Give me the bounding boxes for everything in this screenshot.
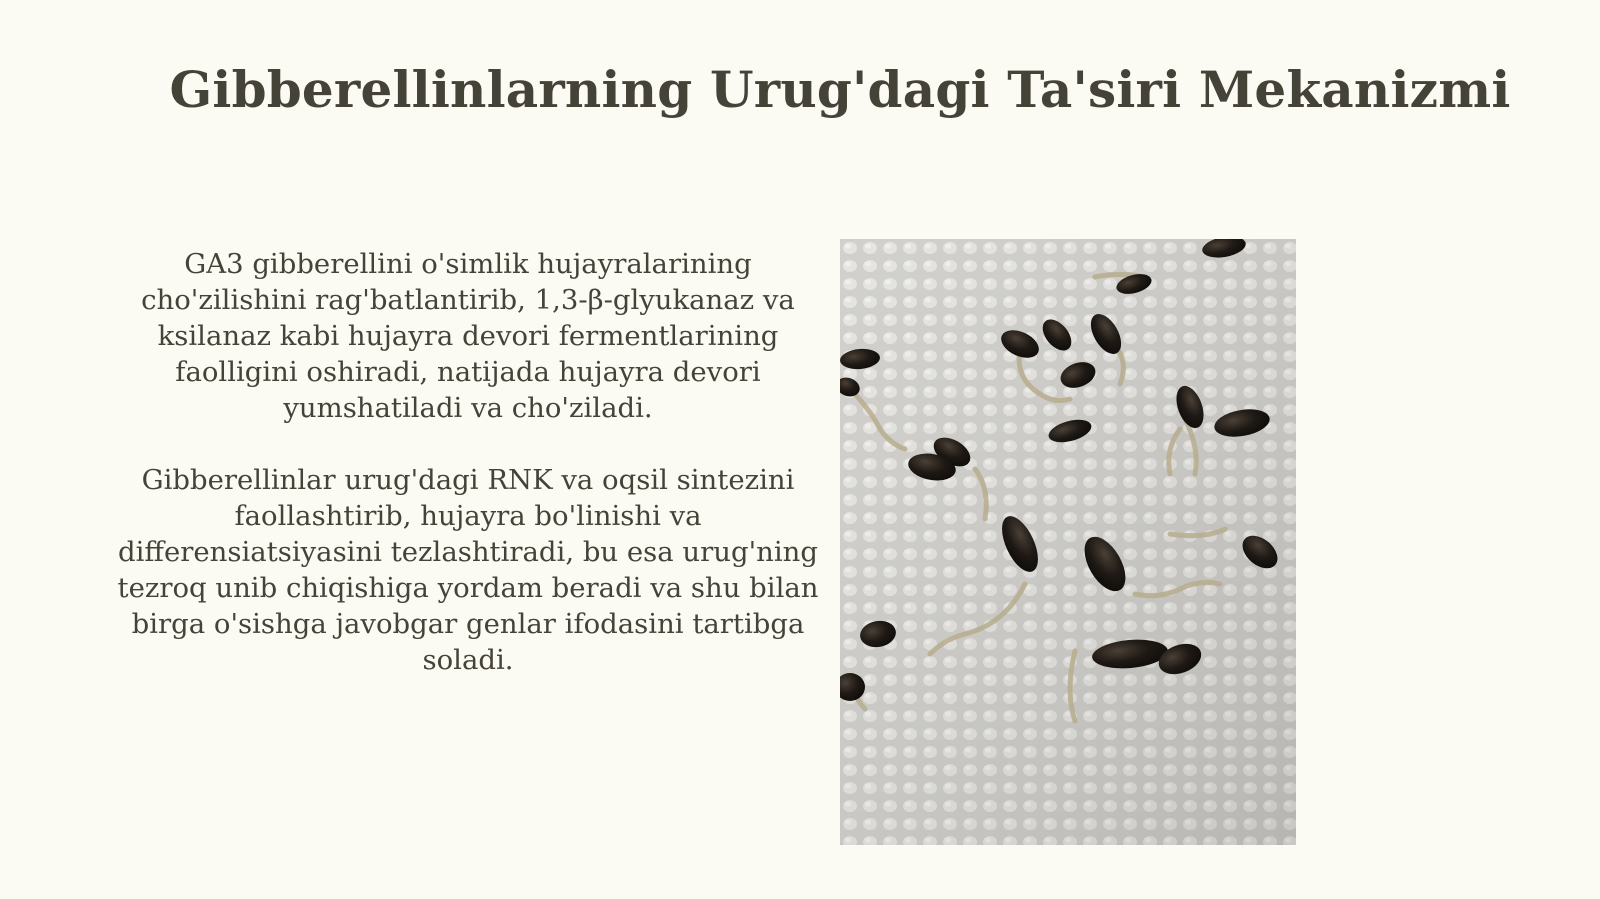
- germinating-seeds-photo: [840, 239, 1296, 845]
- paragraph-cell-wall: GA3 gibberellini o'simlik hujayralarining cho'zilishini rag'batlantirib, 1,3-β-glyukanaz va ksilanaz kabi hujayra devori fermentlarining faolligini oshiradi, natijada hujayra devori yumshatiladi va cho'ziladi.: [141, 248, 795, 424]
- paragraph-rna-synthesis: Gibberellinlar urug'dagi RNK va oqsil sintezini faollashtirib, hujayra bo'linishi va differensiatsiyasini tezlashtiradi, bu esa urug'ning tezroq unib chiqishiga yordam beradi va shu bilan birga o'sishga javobgar genlar ifodasini tartibga soladi.: [117, 464, 819, 676]
- slide-title: Gibberellinlarning Urug'dagi Ta'siri Mekanizmi: [169, 60, 1511, 119]
